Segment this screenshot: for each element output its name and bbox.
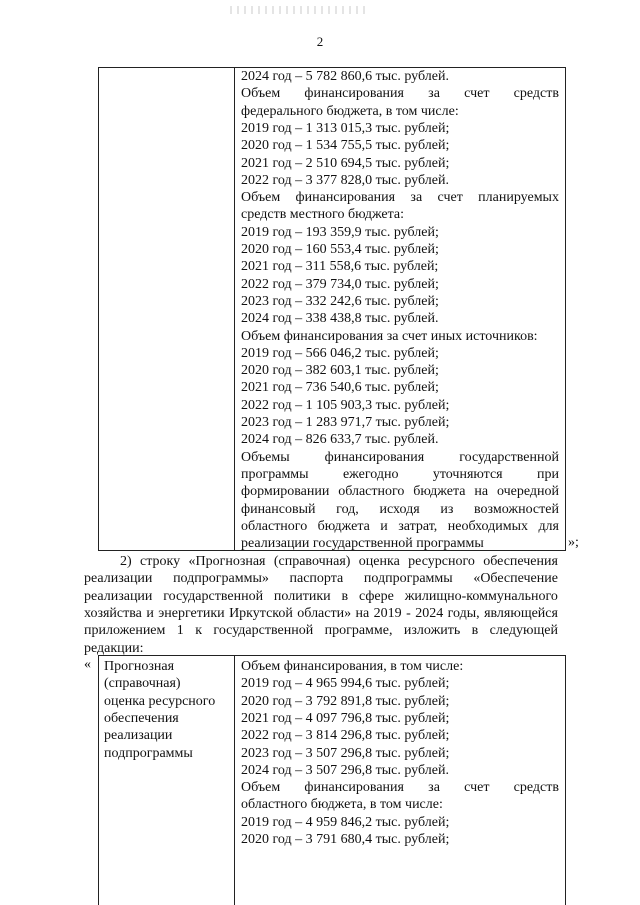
table-right-cell bbox=[235, 68, 565, 550]
text-line: 2023 год – 1 283 971,7 тыс. рублей; bbox=[241, 415, 450, 430]
funding-table-continued bbox=[98, 67, 566, 551]
word: год, bbox=[336, 501, 359, 517]
word: бюджета bbox=[413, 484, 466, 500]
text-line: 2020 год – 3 791 680,4 тыс. рублей; bbox=[241, 832, 450, 847]
paragraph-line bbox=[120, 553, 558, 570]
text-line bbox=[241, 189, 559, 206]
word: программы bbox=[241, 466, 309, 482]
word: (справочная) bbox=[273, 554, 351, 569]
word: - bbox=[406, 605, 411, 621]
text-line: федерального бюджета, в том числе: bbox=[241, 103, 459, 119]
word: строку bbox=[140, 554, 181, 569]
table-left-cell bbox=[99, 656, 235, 905]
text-line: 2024 год – 3 507 296,8 тыс. рублей. bbox=[241, 762, 449, 778]
word: счет bbox=[464, 780, 490, 796]
word: уточняются bbox=[432, 466, 503, 482]
word: за bbox=[428, 780, 440, 796]
text-line: подпрограммы bbox=[104, 745, 193, 761]
word: возможностей bbox=[474, 501, 559, 517]
word: государственной bbox=[459, 449, 559, 465]
word: финансирования bbox=[304, 780, 404, 796]
word: финансирования bbox=[304, 86, 404, 102]
word: планируемых bbox=[478, 190, 559, 206]
word: хозяйства bbox=[84, 605, 142, 621]
word: финансовый bbox=[241, 501, 316, 517]
word: при bbox=[537, 466, 559, 482]
word: Объем bbox=[241, 780, 281, 796]
text-line bbox=[241, 501, 559, 518]
text-line bbox=[241, 518, 559, 535]
text-line: 2019 год – 1 313 015,3 тыс. рублей; bbox=[241, 120, 450, 136]
word: подпрограммы» bbox=[173, 571, 269, 587]
word: реализации bbox=[84, 571, 153, 587]
text-line: 2024 год – 338 438,8 тыс. рублей. bbox=[241, 311, 439, 327]
word: финансирования bbox=[295, 190, 396, 206]
word: средств bbox=[513, 86, 559, 102]
forecast-funding-table bbox=[98, 655, 566, 905]
text-line: реализации государственной программы bbox=[241, 536, 484, 552]
word: жилищно-коммунального bbox=[404, 588, 558, 604]
text-line: Объем финансирования за счет иных источников: bbox=[241, 328, 538, 344]
word: средств bbox=[513, 780, 559, 796]
text-line bbox=[241, 85, 559, 102]
word: Объемы bbox=[241, 449, 290, 465]
text-line: 2019 год – 566 046,2 тыс. рублей; bbox=[241, 345, 439, 361]
word: изложить bbox=[403, 623, 461, 639]
word: финансирования bbox=[324, 449, 425, 465]
text-line: 2021 год – 2 510 694,5 тыс. рублей; bbox=[241, 155, 450, 171]
paragraph-line bbox=[84, 588, 558, 605]
word: счет bbox=[437, 190, 463, 206]
word: являющейся bbox=[484, 605, 558, 621]
word: подпрограммы bbox=[363, 571, 453, 587]
text-line: 2022 год – 3 377 828,0 тыс. рублей. bbox=[241, 172, 449, 188]
text-line: 2019 год – 193 359,9 тыс. рублей; bbox=[241, 224, 439, 240]
word: области» bbox=[297, 605, 352, 621]
text-line: 2022 год – 1 105 903,3 тыс. рублей; bbox=[241, 397, 450, 413]
word: формировании bbox=[241, 484, 330, 500]
word: паспорта bbox=[289, 571, 344, 587]
word: 2) bbox=[120, 554, 132, 569]
word: 2019 bbox=[373, 605, 402, 621]
word: государственной bbox=[213, 623, 314, 639]
text-line: 2022 год – 379 734,0 тыс. рублей; bbox=[241, 276, 439, 292]
text-line: 2020 год – 3 792 891,8 тыс. рублей; bbox=[241, 693, 450, 709]
table-right-cell bbox=[235, 656, 565, 905]
text-line: областного бюджета, в том числе: bbox=[241, 797, 443, 813]
word: приложением bbox=[84, 623, 166, 639]
paragraph-line: редакции: bbox=[84, 640, 144, 656]
word: политики bbox=[273, 588, 331, 604]
text-line: (справочная) bbox=[104, 676, 181, 692]
text-line: 2024 год – 5 782 860,6 тыс. рублей. bbox=[241, 69, 449, 84]
word: в bbox=[471, 623, 479, 639]
word: к bbox=[195, 623, 203, 639]
paragraph-line bbox=[84, 570, 558, 587]
word: «Обеспечение bbox=[473, 571, 558, 587]
text-line: 2024 год – 826 633,7 тыс. рублей. bbox=[241, 432, 439, 448]
word: Объем bbox=[241, 190, 281, 206]
opening-quote-mark: « bbox=[84, 657, 91, 672]
text-line: 2019 год – 4 965 994,6 тыс. рублей; bbox=[241, 676, 450, 692]
text-line: 2021 год – 4 097 796,8 тыс. рублей; bbox=[241, 710, 450, 726]
word: и bbox=[380, 518, 388, 534]
word: счет bbox=[464, 86, 490, 102]
word: для bbox=[538, 518, 559, 534]
text-line: Объем финансирования, в том числе: bbox=[241, 659, 464, 674]
word: областного bbox=[338, 484, 405, 500]
word: государственной bbox=[163, 588, 264, 604]
word: следующей bbox=[489, 623, 558, 639]
text-line: реализации bbox=[104, 728, 173, 744]
word: и bbox=[146, 605, 154, 621]
word: обеспечения bbox=[483, 554, 558, 569]
word: сфере bbox=[358, 588, 394, 604]
word: Объем bbox=[241, 86, 281, 102]
word: программе, bbox=[324, 623, 393, 639]
text-line: Прогнозная bbox=[104, 659, 175, 674]
word: 2024 bbox=[415, 605, 444, 621]
scan-noise bbox=[230, 6, 370, 14]
text-line: 2020 год – 1 534 755,5 тыс. рублей; bbox=[241, 138, 450, 154]
text-line bbox=[241, 449, 559, 466]
word: за bbox=[428, 86, 440, 102]
text-line: оценка ресурсного bbox=[104, 693, 216, 709]
word: 1 bbox=[176, 623, 184, 639]
word: областного bbox=[241, 518, 308, 534]
word: реализации bbox=[84, 588, 153, 604]
text-line: 2022 год – 3 814 296,8 тыс. рублей; bbox=[241, 728, 450, 744]
word: на bbox=[474, 484, 489, 500]
text-line: 2023 год – 332 242,6 тыс. рублей; bbox=[241, 293, 439, 309]
table-left-cell-empty bbox=[99, 68, 235, 550]
word: ежегодно bbox=[342, 466, 399, 482]
word: годы, bbox=[447, 605, 480, 621]
amendment-paragraph bbox=[84, 553, 558, 658]
word: ресурсного bbox=[408, 554, 475, 569]
word: из bbox=[440, 501, 454, 517]
text-line: обеспечения bbox=[104, 710, 179, 726]
word: в bbox=[341, 588, 349, 604]
word: бюджета bbox=[317, 518, 370, 534]
word: за bbox=[410, 190, 423, 206]
word: необходимых bbox=[447, 518, 528, 534]
text-line: 2020 год – 160 553,4 тыс. рублей; bbox=[241, 242, 439, 257]
word: очередной bbox=[496, 484, 559, 500]
word: оценка bbox=[358, 554, 400, 569]
word: затрат, bbox=[398, 518, 438, 534]
closing-quote-mark: »; bbox=[568, 535, 579, 550]
text-line: средств местного бюджета: bbox=[241, 207, 405, 223]
page-number: 2 bbox=[316, 34, 324, 49]
text-line bbox=[241, 779, 559, 796]
text-line: 2019 год – 4 959 846,2 тыс. рублей; bbox=[241, 814, 450, 830]
word: энергетики bbox=[158, 605, 225, 621]
text-line: 2020 год – 382 603,1 тыс. рублей; bbox=[241, 363, 439, 379]
text-line: 2023 год – 3 507 296,8 тыс. рублей; bbox=[241, 745, 450, 761]
word: «Прогнозная bbox=[188, 554, 266, 569]
word: на bbox=[355, 605, 370, 621]
word: Иркутской bbox=[229, 605, 293, 621]
word: исходя bbox=[379, 501, 420, 517]
text-line: 2021 год – 736 540,6 тыс. рублей; bbox=[241, 380, 439, 396]
paragraph-line bbox=[84, 605, 558, 622]
paragraph-line bbox=[84, 622, 558, 639]
text-line bbox=[241, 466, 559, 483]
text-line: 2021 год – 311 558,6 тыс. рублей; bbox=[241, 259, 439, 275]
text-line bbox=[241, 483, 559, 500]
